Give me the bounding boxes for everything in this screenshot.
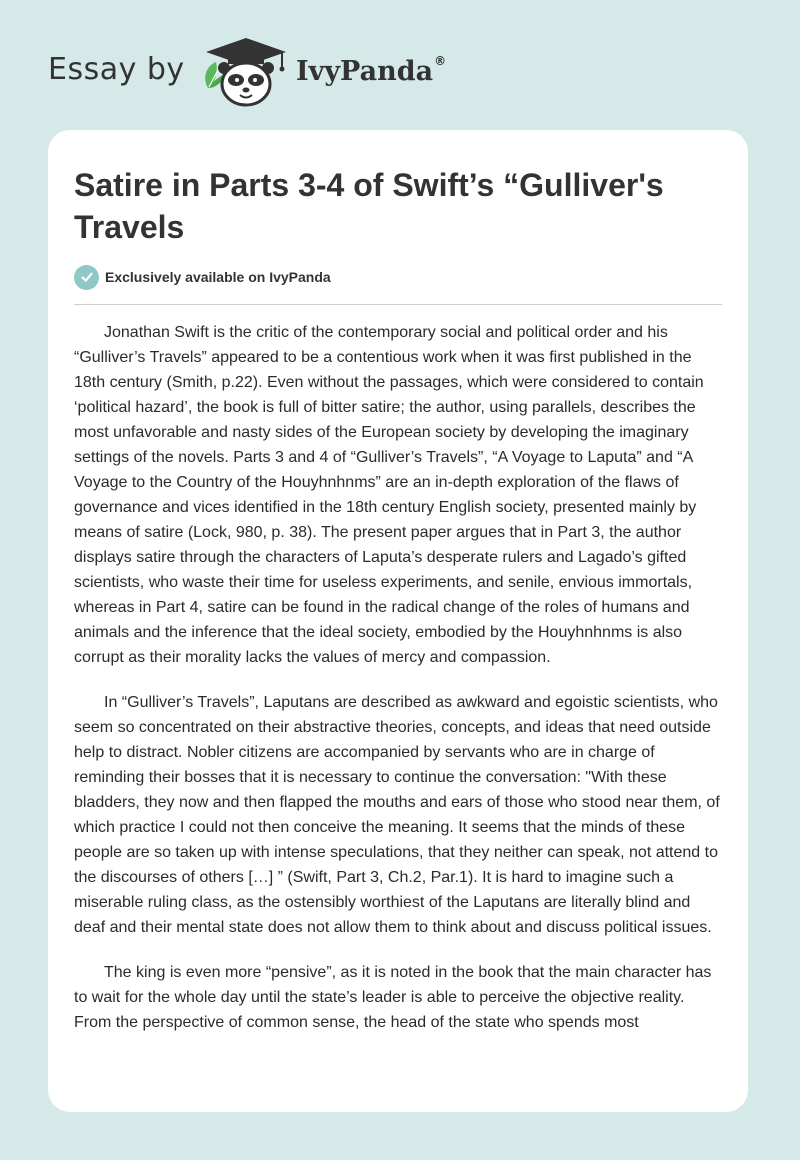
essay-body — [74, 320, 724, 1055]
paragraph: In “Gulliver’s Travels”, Laputans are described as awkward and egoistic scientists, who seem so concentrated on their abstractive theories, concepts, and ideas that need outside help to distract. Nobler citizens are accompanied by servants who are in charge of reminding their bosses that it is necessary to continue the conversation: "With these bladders, they now and then flapped the mouths and ears of those who stood near them, of which practice I could not then conceive the meaning. It seems that the minds of these people are so taken up with intense speculations, that they neither can speak, not attend to the discourses of others […] ” (Swift, Part 3, Ch.2, Par.1). It is hard to imagine such a miserable ruling class, as the ostensibly worthiest of the Laputans are literally blind and deaf and their mental state does not allow them to think about and discuss political issues. — [74, 694, 720, 936]
paragraph: Jonathan Swift is the critic of the contemporary social and political order and his “Gulliver’s Travels” appeared to be a contentious work when it was first published in the 18th century (Smith, p.22). Even without the passages, which were considered to contain ‘political hazard’, the book is full of bitter satire; the author, using parallels, describes the most unfavorable and nasty sides of the European society by developing the imaginary settings of the novels. Parts 3 and 4 of “Gulliver’s Travels”, “A Voyage to Laputa” and “A Voyage to the Country of the Houyhnhnms” are an in-depth exploration of the flaws of governance and vices identified in the 18th century English society, presented mainly by means of satire (Lock, 980, p. 38). The present paper argues that in Part 3, the author displays satire through the characters of Laputa’s desperate rulers and Lagado’s gifted scientists, who waste their time for useless experiments, and senile, envious immortals, whereas in Part 4, satire can be found in the radical change of the roles of humans and animals and the inference that the ideal society, embodied by the Houyhnhnms is also corrupt as their morality lacks the values of mercy and compassion. — [74, 324, 704, 666]
essay-card — [48, 130, 748, 1112]
site-header — [0, 0, 800, 128]
essay-title: Satire in Parts 3-4 of Swift’s “Gulliver's Travels — [74, 167, 664, 245]
divider — [74, 304, 722, 305]
essay-by-label: Essay by — [48, 52, 185, 87]
paragraph: The king is even more “pensive”, as it is noted in the book that the main character has to wait for the whole day until the state’s leader is able to perceive the objective reality. From the perspective of common sense, the head of the state who spends most — [74, 964, 712, 1031]
brand-name: IvyPanda® — [296, 54, 447, 87]
exclusive-badge — [74, 264, 331, 290]
panda-logo-icon — [200, 36, 292, 108]
exclusive-label: Exclusively available on IvyPanda — [105, 269, 331, 285]
check-icon — [74, 265, 99, 290]
registered-mark: ® — [434, 54, 447, 68]
